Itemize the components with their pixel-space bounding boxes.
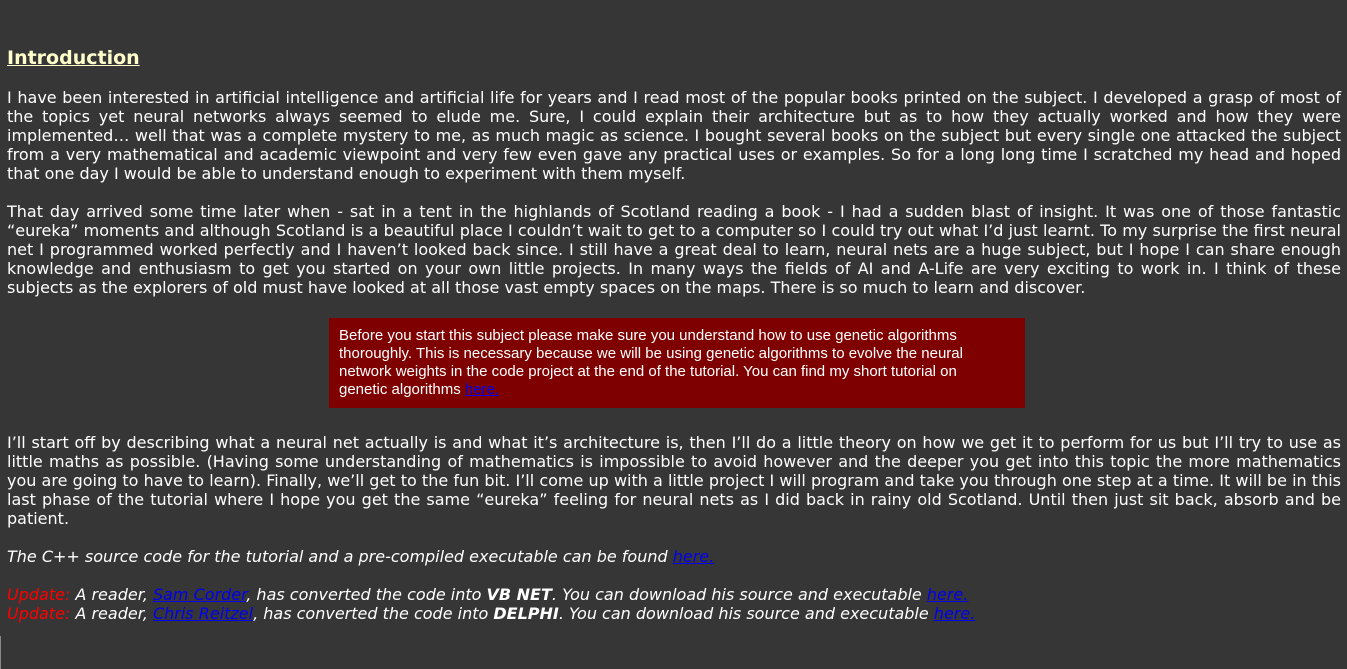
intro-paragraph-3: I’ll start off by describing what a neural net actually is and what it’s architecture is, then I’ll do a little theory on how we get it to perform for us but I’ll try to use as little maths as possible. (Having some understanding of mathematics is impossible to avoid however and the deeper you get into this topic the more mathematics you are going to have to learn). Finally, we’ll get to the fun bit. I’ll come up with a little project I will program and take you through one step at a time. It will be in this last phase of the tutorial where I hope you get the same “eureka” feeling for neural nets as I did back in rainy old Scotland. Until then just sit back, absorb and be patient. xyxy=(7,433,1341,528)
download-link[interactable]: here. xyxy=(933,604,976,623)
update-label: Update: xyxy=(7,585,71,604)
update-prefix: A reader, xyxy=(70,604,153,623)
intro-paragraph-2: That day arrived some time later when - sat in a tent in the highlands of Scotland reading a book - I had a sudden blast of insight. It was one of those fantastic “eureka” moments and although Scotland is a beautiful place I couldn’t wait to get to a computer so I could try out what I’d just learnt. To my surprise the first neural net I programmed worked perfectly and I haven’t looked back since. I still have a great deal to learn, neural nets are a huge subject, but I hope I can share enough knowledge and enthusiasm to get you started on your own little projects. In many ways the fields of AI and A-Life are very exciting to work in. I think of these subjects as the explorers of old must have looked at all those vast empty spaces on the maps. There is so much to learn and discover. xyxy=(7,202,1341,297)
reader-name-link[interactable]: Chris Reitzel xyxy=(152,604,254,623)
genetic-algorithms-note xyxy=(329,318,1025,408)
intro-paragraph-1: I have been interested in artificial intelligence and artificial life for years and I read most of the popular books printed on the subject. I developed a grasp of most of the topics yet neural networks always seemed to elude me. Sure, I could explain their architecture but as to how they actually worked and how they were implemented… well that was a complete mystery to me, as much magic as science. I bought several books on the subject but every single one attacked the subject from a very mathematical and academic viewpoint and very few even gave any practical uses or examples. So for a long long time I scratched my head and hoped that one day I would be able to understand enough to experiment with them myself. xyxy=(7,88,1341,183)
source-code-line xyxy=(7,547,1341,566)
download-link[interactable]: here. xyxy=(926,585,969,604)
section-heading: Introduction xyxy=(7,47,140,69)
update-suffix: . You can download his source and executable xyxy=(558,604,934,623)
note-link[interactable]: here. xyxy=(464,381,500,398)
language-name: VB NET xyxy=(486,585,552,604)
update-prefix: A reader, xyxy=(70,585,153,604)
update-label: Update: xyxy=(7,604,71,623)
update-suffix: . You can download his source and executable xyxy=(551,585,927,604)
reader-name-link[interactable]: Sam Corder xyxy=(152,585,247,604)
update-middle: , has converted the code into xyxy=(253,604,494,623)
note-text: Before you start this subject please make sure you understand how to use genetic algorithms thoroughly. This is necessary because we will be using genetic algorithms to evolve the neural network weights in the code project at the end of the tutorial. You can find my short tutorial on genetic algorithms xyxy=(339,327,963,398)
language-name: DELPHI xyxy=(493,604,559,623)
update-line-vbnet xyxy=(7,585,968,604)
source-code-text: The C++ source code for the tutorial and a pre-compiled executable can be found xyxy=(7,547,673,566)
page-edge-divider xyxy=(0,636,1,669)
update-line-delphi xyxy=(7,604,975,623)
note-text-block xyxy=(339,327,989,399)
update-middle: , has converted the code into xyxy=(246,585,487,604)
source-code-link[interactable]: here. xyxy=(672,547,715,566)
